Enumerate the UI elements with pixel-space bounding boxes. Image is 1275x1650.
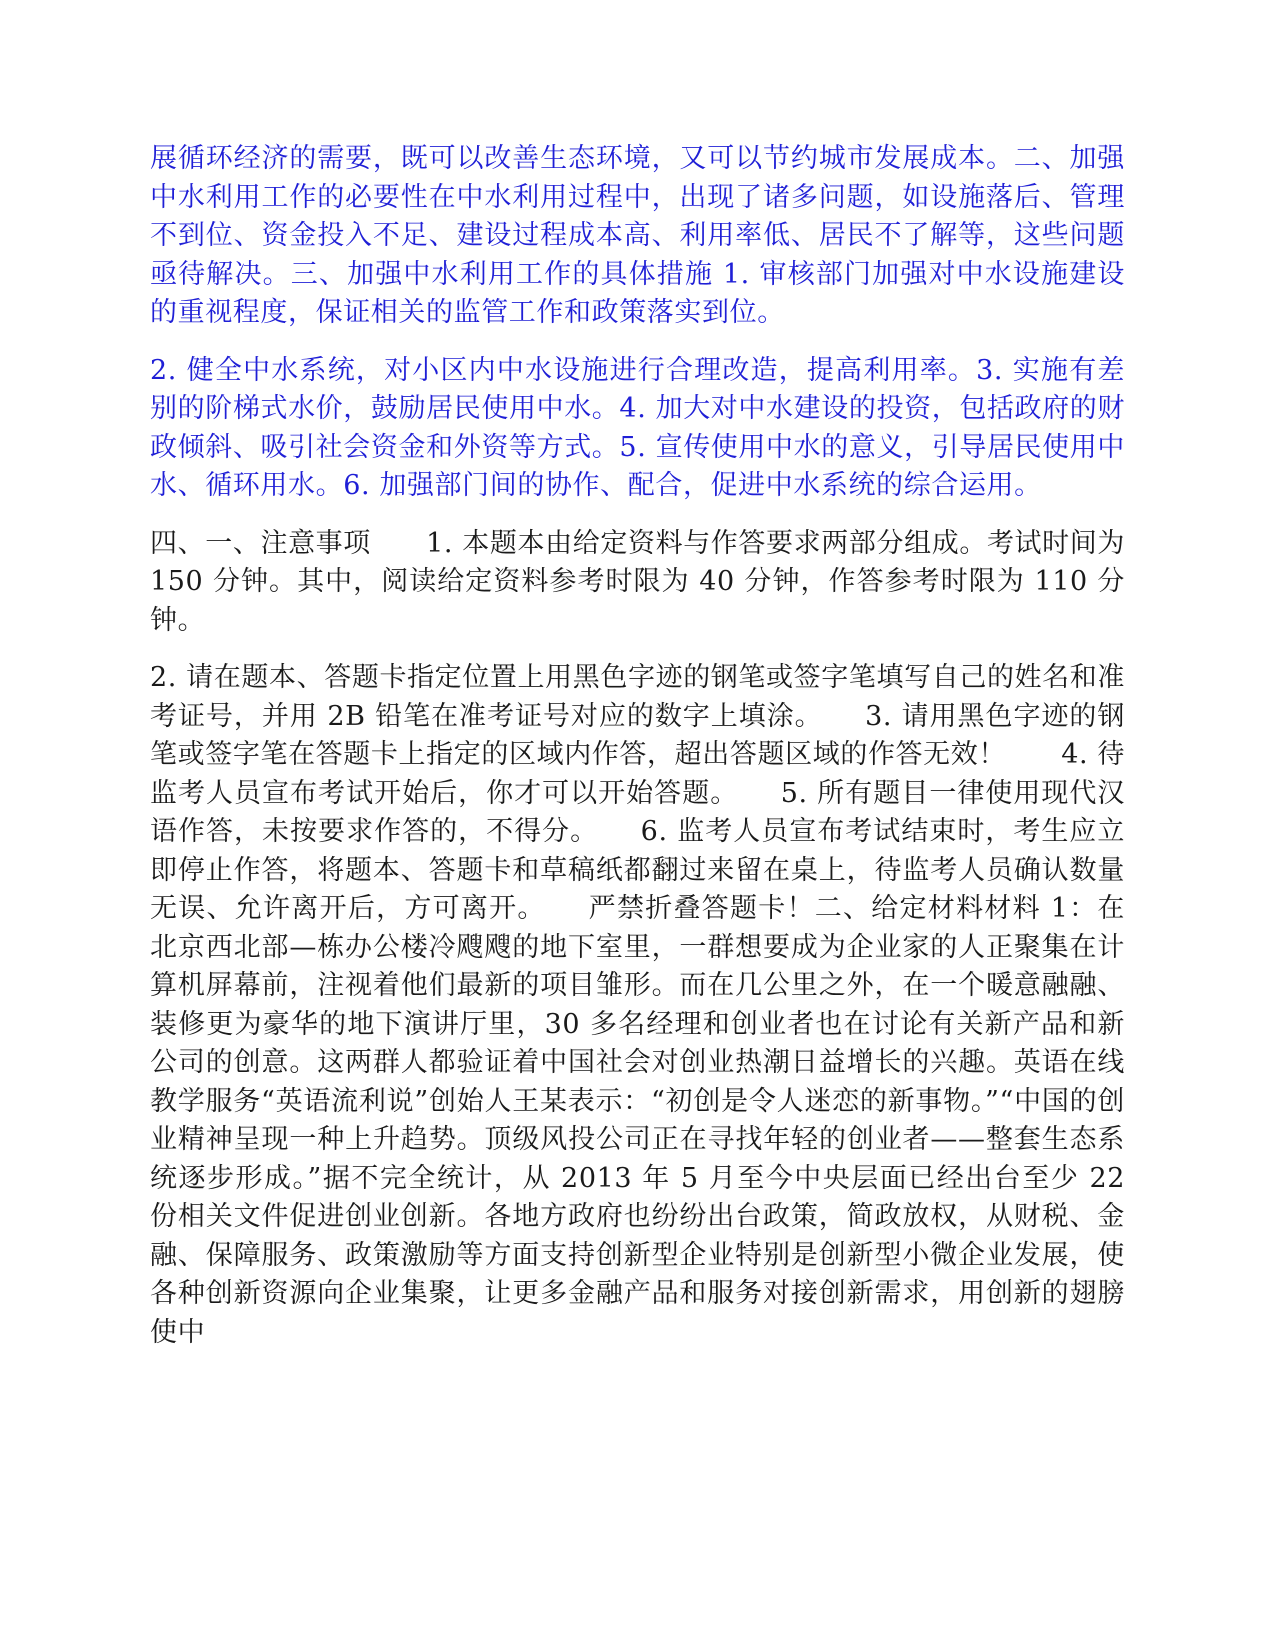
paragraph-water-reuse-intro: 展循环经济的需要，既可以改善生态环境，又可以节约城市发展成本。二、加强中水利用工作的必要性在中水利用过程中，出现了诸多问题，如设施落后、管理不到位、资金投入不足、建设过程成本高、利用率低、居民不了解等，这些问题亟待解决。三、加强中水利用工作的具体措施 1. 审核部门加强对中水设施建设的重视程度，保证相关的监管工作和政策落实到位。 xyxy=(150,143,1125,328)
paragraph-exam-rules-and-material: 2. 请在题本、答题卡指定位置上用黑色字迹的钢笔或签字笔填写自己的姓名和准考证号，并用 2B 铅笔在准考证号对应的数字上填涂。 3. 请用黑色字迹的钢笔或签字笔在答题卡上指定的区域内作答，超出答题区域的作答无效！ 4. 待监考人员宣布考试开始后，你才可以开始答题。 5. 所有题目一律使用现代汉语作答，未按要求作答的，不得分。 6. 监考人员宣布考试结束时，考生应立即停止作答，将题本、答题卡和草稿纸都翻过来留在桌上，待监考人员确认数量无误、允许离开后，方可离开。 严禁折叠答题卡！二、给定材料材料 1：在北京西北部—栋办公楼冷飕飕的地下室里，一群想要成为企业家的人正聚集在计算机屏幕前，注视着他们最新的项目雏形。而在几公里之外，在一个暖意融融、装修更为豪华的地下演讲厅里，30 多名经理和创业者也在讨论有关新产品和新公司的创意。这两群人都验证着中国社会对创业热潮日益增长的兴趣。英语在线教学服务“英语流利说”创始人王某表示：“初创是令人迷恋的新事物。”“中国的创业精神呈现一种上升趋势。顶级风投公司正在寻找年轻的创业者——整套生态系统逐步形成。”据不完全统计，从 2013 年 5 月至今中央层面已经出台至少 22 份相关文件促进创业创新。各地方政府也纷纷出台政策，简政放权，从财税、金融、保障服务、政策激励等方面支持创新型企业特别是创新型小微企业发展，使各种创新资源向企业集聚，让更多金融产品和服务对接创新需求，用创新的翅膀使中 xyxy=(150,662,1125,1348)
document-page xyxy=(150,140,1125,1371)
paragraph-exam-notice: 四、一、注意事项 1. 本题本由给定资料与作答要求两部分组成。考试时间为 150 分钟。其中，阅读给定资料参考时限为 40 分钟，作答参考时限为 110 分钟。 xyxy=(150,527,1125,636)
paragraph-water-reuse-measures: 2. 健全中水系统，对小区内中水设施进行合理改造，提高利用率。3. 实施有差别的阶梯式水价，鼓励居民使用中水。4. 加大对中水建设的投资，包括政府的财政倾斜、吸引社会资金和外资等方式。5. 宣传使用中水的意义，引导居民使用中水、循环用水。6. 加强部门间的协作、配合，促进中水系统的综合运用。 xyxy=(150,354,1125,501)
